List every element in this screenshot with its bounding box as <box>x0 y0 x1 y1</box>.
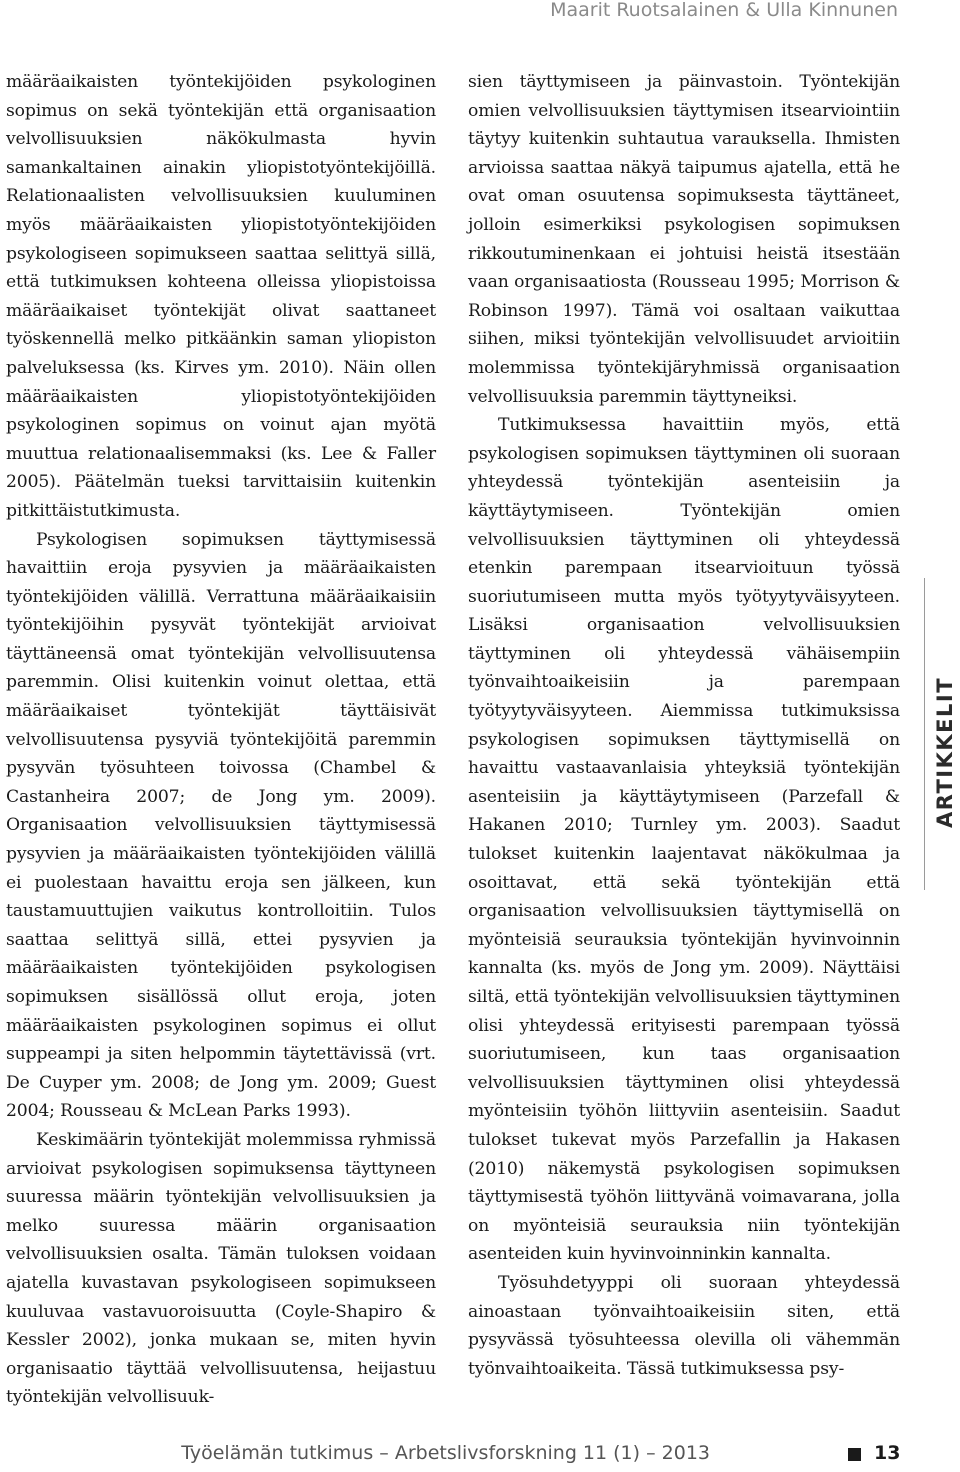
footer-page-number: 13 <box>874 1442 901 1464</box>
left-paragraph-1: määräaikaisten työntekijöiden psykologinen sopimus on sekä työntekijän että organisaation velvollisuuksien näkökulmasta hyvin samankaltainen ainakin yliopistotyöntekijöillä. Relationaalisten velvollisuuksien kuuluminen myös määräaikaisten yliopistotyöntekijöiden psykologiseen sopimukseen saattaa selittyä sillä, että tutkimuksen kohteena olleissa yliopistoissa määräaikaiset työntekijät olivat saattaneet työskennellä melko pitkäänkin saman yliopiston palveluksessa (ks. Kirves ym. 2010). Näin ollen määräaikaisten yliopistotyöntekijöiden psykologinen sopimus on voinut ajan myötä muuttua relationaalisemmaksi (ks. Lee & Faller 2005). Päätelmän tueksi tarvittaisiin kuitenkin pitkittäistutkimusta. <box>6 72 436 521</box>
left-paragraph-2: Psykologisen sopimuksen täyttymisessä havaittiin eroja pysyvien ja määräaikaisten työntekijöiden välillä. Verrattuna määräaikaisiin työntekijöihin pysyvät työntekijät arvioivat täyttäneensä omat työntekijän velvollisuutensa paremmin. Olisi kuitenkin voinut olettaa, että määräaikaiset työntekijät täyttäisivät velvollisuutensa pysyviä työntekijöitä paremmin pysyvän työsuhteen toivossa (Chambel & Castanheira 2007; de Jong ym. 2009). Organisaation velvollisuuksien täyttymisessä pysyvien ja määräaikaisten työntekijöiden välillä ei puolestaan havaittu eroja sen jälkeen, kun taustamuuttujien vaikutus kontrolloitiin. Tulos saattaa selittyä sillä, ettei pysyvien ja määräaikaisten työntekijöiden psykologisen sopimuksen sisällössä ollut eroja, joten määräaikaisten psykologinen sopimus ei ollut suppeampi ja siten helpommin täytettävissä (vrt. De Cuyper ym. 2008; de Jong ym. 2009; Guest 2004; Rousseau & McLean Parks 1993). <box>6 529 436 1122</box>
page-footer <box>0 1442 960 1472</box>
section-tab-label: ARTIKKELIT <box>933 676 957 828</box>
right-column <box>468 68 900 1383</box>
footer-square-icon <box>848 1448 861 1461</box>
right-paragraph-1: sien täyttymiseen ja päinvastoin. Työntekijän omien velvollisuuksien täyttymisen itsearviointiin täytyy kuitenkin suhtautua varauksella. Ihmisten arvioissa saattaa näkyä taipumus ajatella, että he ovat oman osuutensa sopimuksesta täyttäneet, jolloin esimerkiksi psykologisen sopimuksen rikkoutuminenkaan ei johtuisi heistä itsestään vaan organisaatiosta (Rousseau 1995; Morrison & Robinson 1997). Tämä voi osaltaan vaikuttaa siihen, miksi työntekijän velvollisuudet arvioitiin molemmissa työntekijäryhmissä organisaation velvollisuuksia paremmin täyttyneiksi. <box>468 72 900 407</box>
footer-journal-title: Työelämän tutkimus – Arbetslivsforskning 11 (1) – 2013 <box>181 1442 710 1464</box>
running-header-authors: Maarit Ruotsalainen & Ulla Kinnunen <box>550 0 898 21</box>
section-tab <box>924 578 960 890</box>
right-paragraph-2: Tutkimuksessa havaittiin myös, että psykologisen sopimuksen täyttyminen oli suoraan yhteydessä työntekijän asenteisiin ja käyttäytymiseen. Työntekijän omien velvollisuuksien täyttyminen oli yhteydessä etenkin parempaan itsearvioituun työssä suoriutumiseen mutta myös työtyytyväisyyteen. Lisäksi organisaation velvollisuuksien täyttyminen oli yhteydessä vähäisempiin työnvaihtoaikeisiin ja parempaan työtyytyväisyyteen. Aiemmissa tutkimuksissa psykologisen sopimuksen täyttymisellä on havaittu vastaavanlaisia yhteyksiä työntekijän asenteisiin ja käyttäytymiseen (Parzefall & Hakanen 2010; Turnley ym. 2003). Saadut tulokset kuitenkin laajentavat näkökulmaa ja osoittavat, että sekä työntekijän että organisaation velvollisuuksien täyttymisellä on myönteisiä seurauksia työntekijän hyvinvoinnin kannalta (ks. myös de Jong ym. 2009). Näyttäisi siltä, että työntekijän velvollisuuksien täyttyminen olisi yhteydessä erityisesti parempaan työssä suoriutumiseen, kun taas organisaation velvollisuuksien täyttyminen olisi yhteydessä myönteisiin työhön liittyviin asenteisiin. Saadut tulokset tukevat myös Parzefallin ja Hakasen (2010) näkemystä psykologisen sopimuksen täyttymisestä työhön liittyvänä voimavarana, jolla on myönteisiä seurauksia niin työntekijän asenteiden kuin hyvinvoinninkin kannalta. <box>468 415 900 1265</box>
right-paragraph-3: Työsuhdetyyppi oli suoraan yhteydessä ainoastaan työnvaihtoaikeisiin siten, että pysyvässä työsuhteessa olevilla oli vähemmän työnvaihtoaikeita. Tässä tutkimuksessa psy- <box>468 1272 900 1379</box>
left-paragraph-3: Keskimäärin työntekijät molemmissa ryhmissä arvioivat psykologisen sopimuksensa täyttyneen suuressa määrin työntekijän velvollisuuksien ja melko suuressa määrin organisaation velvollisuuksien osalta. Tämän tuloksen voidaan ajatella kuvastavan psykologiseen sopimukseen kuuluvaa vastavuoroisuutta (Coyle-Shapiro & Kessler 2002), jonka mukaan se, miten hyvin organisaatio täyttää velvollisuutensa, heijastuu työntekijän velvollisuuk- <box>6 1129 436 1408</box>
left-column <box>6 68 436 1412</box>
